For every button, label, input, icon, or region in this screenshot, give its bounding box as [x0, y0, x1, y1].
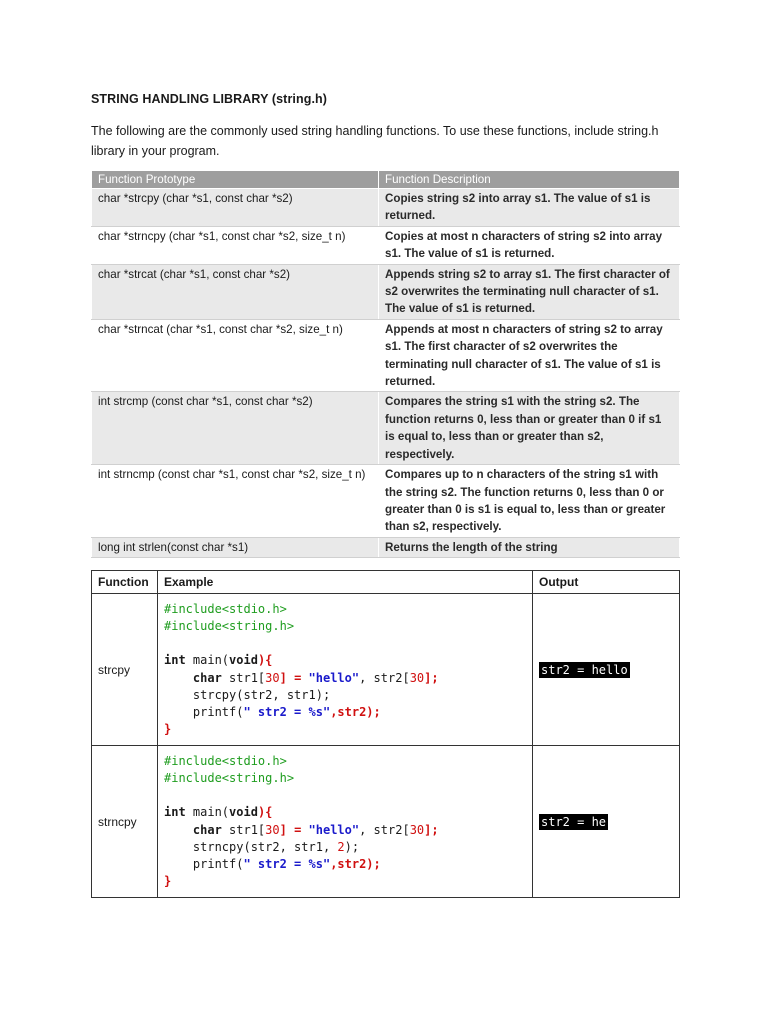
prototype-cell: int strcmp (const char *s1, const char *s2) [92, 392, 379, 465]
function-name-cell: strncpy [92, 746, 158, 898]
code-text: printf( [192, 856, 244, 871]
prototype-cell: long int strlen(const char *s1) [92, 537, 379, 557]
terminal-output: str2 = he [541, 814, 607, 829]
description-cell: Compares up to n characters of the string s1 with the string s2. The function returns 0, less than 0 or greater than 0 is s1 is equal to, less than or greater than s2, respectively. [379, 465, 680, 538]
code-text: ); [344, 839, 360, 854]
code-operator: ]; [424, 670, 439, 685]
code-text: main( [185, 653, 230, 668]
code-text: str1[ [221, 670, 266, 685]
header-example: Example [158, 571, 533, 594]
table-row [92, 226, 680, 264]
code-number: 30 [265, 670, 280, 685]
prototype-cell: char *strncat (char *s1, const char *s2, size_t n) [92, 319, 379, 392]
code-string: "hello" [308, 670, 360, 685]
code-string: "hello" [308, 822, 360, 837]
code-string: " str2 = %s" [243, 704, 331, 719]
table-row [92, 465, 680, 538]
code-brace: ){ [257, 805, 273, 820]
output-cell [533, 594, 680, 746]
code-keyword: void [229, 653, 258, 668]
code-operator: ]; [424, 822, 439, 837]
function-name-cell: strcpy [92, 594, 158, 746]
table-row [92, 319, 680, 392]
code-keyword: char [192, 822, 222, 837]
table-row [92, 392, 680, 465]
header-function-prototype: Function Prototype [92, 171, 379, 189]
reference-header-row [92, 171, 680, 189]
description-cell: Copies at most n characters of string s2 into array s1. The value of s1 is returned. [379, 226, 680, 264]
code-include: #include<stdio.h> [164, 753, 287, 768]
code-block [164, 601, 526, 739]
code-text: str1[ [221, 822, 266, 837]
description-cell: Compares the string s1 with the string s2. The function returns 0, less than or greater than 0 if s1 is equal to, less than or greater than s2, respectively. [379, 392, 680, 465]
example-row-strcpy [92, 594, 680, 746]
prototype-cell: char *strncpy (char *s1, const char *s2, size_t n) [92, 226, 379, 264]
code-include: #include<string.h> [164, 770, 295, 785]
prototype-cell: char *strcat (char *s1, const char *s2) [92, 264, 379, 319]
code-text: strcpy(str2, str1); [192, 687, 331, 702]
header-function: Function [92, 571, 158, 594]
description-cell: Copies string s2 into array s1. The value of s1 is returned. [379, 189, 680, 227]
example-table [91, 570, 680, 898]
table-row [92, 189, 680, 227]
header-output: Output [533, 571, 680, 594]
code-number: 30 [265, 822, 280, 837]
code-text: main( [185, 805, 230, 820]
code-text: printf( [192, 704, 244, 719]
example-row-strncpy [92, 746, 680, 898]
code-cell [158, 746, 533, 898]
prototype-cell: int strncmp (const char *s1, const char *s2, size_t n) [92, 465, 379, 538]
code-cell [158, 594, 533, 746]
code-text: ,str2); [330, 704, 381, 719]
code-operator: ] = [279, 822, 309, 837]
code-block [164, 753, 526, 891]
code-include: #include<stdio.h> [164, 601, 287, 616]
description-cell: Returns the length of the string [379, 537, 680, 557]
table-row [92, 264, 680, 319]
table-row [92, 537, 680, 557]
code-keyword: int [164, 653, 186, 668]
code-text: , str2[ [359, 670, 410, 685]
description-cell: Appends at most n characters of string s2 to array s1. The first character of s2 overwrites the terminating null character of s1. The value of s1 is returned. [379, 319, 680, 392]
code-brace: ){ [257, 653, 273, 668]
terminal-output: str2 = hello [541, 662, 628, 677]
header-function-description: Function Description [379, 171, 680, 189]
code-brace: } [164, 722, 172, 737]
intro-paragraph: The following are the commonly used string handling functions. To use these functions, include string.h library in your program. [91, 124, 659, 158]
prototype-cell: char *strcpy (char *s1, const char *s2) [92, 189, 379, 227]
code-text: , str2[ [359, 822, 410, 837]
code-keyword: void [229, 805, 258, 820]
example-header-row [92, 571, 680, 594]
code-brace: } [164, 874, 172, 889]
output-cell [533, 746, 680, 898]
code-keyword: char [192, 670, 222, 685]
code-include: #include<string.h> [164, 618, 295, 633]
code-text: ,str2); [330, 856, 381, 871]
code-string: " str2 = %s" [243, 856, 331, 871]
code-keyword: int [164, 805, 186, 820]
description-cell: Appends string s2 to array s1. The first character of s2 overwrites the terminating null character of s1. The value of s1 is returned. [379, 264, 680, 319]
code-text: strncpy(str2, str1, [192, 839, 338, 854]
code-number: 30 [409, 670, 425, 685]
code-number: 2 [337, 839, 345, 854]
code-operator: ] = [279, 670, 309, 685]
function-reference-table [91, 170, 680, 558]
document-title: STRING HANDLING LIBRARY (string.h) [91, 92, 328, 106]
code-number: 30 [409, 822, 425, 837]
